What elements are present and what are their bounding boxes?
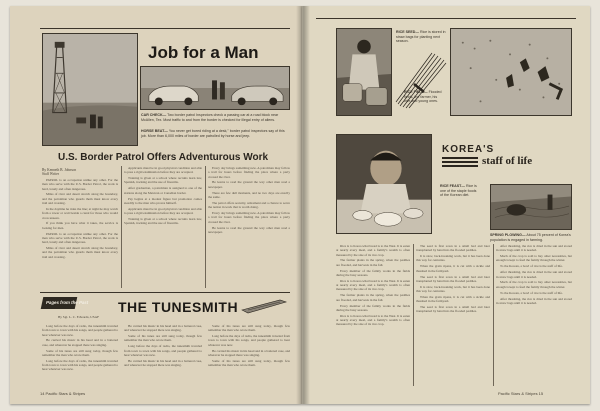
paragraph: He carried his music in his head and in a battered case, and wherever he stopped there was singing. xyxy=(42,338,118,347)
rice-seed-bold: RICE SEED— xyxy=(396,30,419,34)
tunesmith-title: THE TUNESMITH xyxy=(118,299,239,315)
paragraph: He carried his music in his head and in a battered case, and wherever he stopped there was singing. xyxy=(124,324,202,333)
paragraph: After threshing, the rice is dried in the sun and stored in straw bags until it is needed. xyxy=(496,270,572,279)
rice-feast-text: Rice is one of the staple foods of the Korean diet. xyxy=(440,184,477,198)
byline-role: Staff Writer xyxy=(42,172,59,177)
paragraph: Long before the days of radio, the tunesmith traveled from town to town with his songs, and people gathered to hear whatever was new. xyxy=(124,344,202,357)
watchtower-photo xyxy=(42,33,138,146)
paragraph: Pay begins at a modest figure but promotion comes steadily to the man who proves himself. xyxy=(124,196,202,205)
paragraph: If you think you have what it takes, the service is looking for men. xyxy=(42,221,118,230)
paragraph: When the grain ripens, it is cut with a sickle and threshed in the farmyard. xyxy=(416,264,490,273)
paragraph: The seed is first sown in a small bed and later transplanted by hand into the flooded paddies. xyxy=(416,244,490,253)
boy-eating-photo xyxy=(336,134,432,234)
paragraph: Some of his tunes are still sung today, though few remember the man who wrote them. xyxy=(42,348,118,357)
paragraph: It is slow, back-breaking work, but it has been done this way for centuries. xyxy=(416,284,490,294)
magazine-spread xyxy=(10,6,590,404)
spine-shadow xyxy=(296,6,310,404)
paragraph: Long before the days of radio, the tunesmith traveled from town to town with his songs, and people gathered to hear whatever was new. xyxy=(42,358,118,372)
paragraph: After threshing, the rice is dried in the sun and stored in straw bags until it is needed. xyxy=(496,296,572,305)
rice-feast-caption xyxy=(440,184,480,198)
article-column-3 xyxy=(208,166,290,288)
paragraph: Rice is to Korea what bread is to the West. It is eaten at nearly every meal, and a family's wealth is often measured by the size of its rice crop. xyxy=(336,313,410,327)
car-caption-text: Two border patrol Inspectors check a passing car at a road block near McAllen, Tex. Most traffic to and from the border is checked for illegal entry of aliens. xyxy=(141,113,279,122)
spring-plowing-photo xyxy=(490,184,572,230)
horse-caption-text: You never get bored riding at a desk," border patrol inspectors say of this job. More than 6,000 miles of border are patrolled by horse and jeep. xyxy=(141,129,285,138)
title-stripe xyxy=(442,161,478,163)
paragraph: The patrol offers security, retirement and a chance to serve the nation in work that is worth doing. xyxy=(208,200,290,210)
tunesmith-column-1 xyxy=(42,324,118,384)
top-rule xyxy=(40,28,290,29)
paragraph: Applicants must be in good physical condition and able to pass a rigid examination before they are accepted. xyxy=(124,206,202,216)
paragraph: Every member of the family works in the fields during the busy seasons. xyxy=(336,303,410,312)
paragraph: PATROL is an occupation unlike any other. For the men who serve with the U.S. Border Patrol, the work is hard, lonely and often dangerous. xyxy=(42,178,118,191)
section-title-line-1: KOREA'S xyxy=(442,144,495,155)
column-divider xyxy=(493,244,494,386)
paragraph: Miles of river and desert stretch along the boundary, and the patrolman who guards them must know every trail and crossing. xyxy=(42,192,118,206)
left-page xyxy=(10,6,302,404)
article-title: U.S. Border Patrol Offers Adventurous Work xyxy=(58,152,269,163)
title-stripe xyxy=(442,157,478,159)
tunesmith-byline: By Sgt. L. C. Edwards, USAF xyxy=(58,315,99,319)
rice-field-text: Flooded fields, the farmer, his wife and young ones. xyxy=(404,90,442,104)
paragraph: Training is given at a school where recruits learn law, Spanish, tracking and the use of firearms. xyxy=(124,216,202,226)
paragraph: PATROL is an occupation unlike any other. For the men who serve with the U.S. Border Patrol, the work is hard, lonely and often dangerous. xyxy=(42,231,118,245)
paragraph: Applicants must be in good physical condition and able to pass a rigid examination before they are accepted. xyxy=(124,166,202,175)
paragraph: It is slow, back-breaking work, but it has been done this way for centuries. xyxy=(416,254,490,263)
title-stripe xyxy=(442,165,478,167)
article-column-2 xyxy=(124,166,202,288)
paragraph: Some of his tunes are still sung today, though few remember the man who wrote them. xyxy=(208,324,290,333)
paragraph: He learns to read the ground the way other men read a newspaper. xyxy=(208,180,290,189)
paragraph: In the daytime he rides the line; at night he may watch from a tower or wait beside a canal for those who would cross unseen. xyxy=(42,206,118,220)
article-column-3 xyxy=(496,244,572,386)
byline xyxy=(42,168,118,177)
section-title-block xyxy=(442,144,572,176)
spring-caption-text: About 75 percent of Korea's population is engaged in farming. xyxy=(490,233,571,242)
paragraph: Long before the days of radio, the tunesmith traveled from town to town with his songs, and people gathered to hear whatever was new. xyxy=(208,334,290,347)
headline: Job for a Man xyxy=(148,43,259,62)
column-divider xyxy=(121,166,122,288)
page-footer: 14 Pacific Stars & Stripes xyxy=(40,391,86,396)
paragraph: Some of his tunes are still sung today, though few remember the man who wrote them. xyxy=(124,334,202,343)
paragraph: The farmer plants in the spring, when the paddies are flooded, and harvests in the fall. xyxy=(336,293,410,302)
section-title-line-2: staff of life xyxy=(482,155,533,167)
paragraph: He carried his music in his head and in a battered case, and wherever he stopped there was singing. xyxy=(208,348,290,357)
paragraph: Long before the days of radio, the tunesmith traveled from town to town with his songs, and people gathered to hear whatever was new. xyxy=(42,324,118,337)
right-page xyxy=(302,6,590,404)
paragraph: The farmer plants in the spring, when the paddies are flooded, and harvests in the fall. xyxy=(336,258,410,267)
spring-caption-bold: SPRING PLOWING— xyxy=(490,233,526,237)
rice-seed-text: Rice is stored in straw bags for planting next season. xyxy=(396,30,446,44)
rice-field-photo xyxy=(450,28,572,116)
byline-name: By Kenneth B. Johnson xyxy=(42,168,77,172)
paragraph: Every day brings something new. A patrolman may follow a trail for hours before finding the place where a party crossed the river. xyxy=(208,211,290,224)
tunesmith-column-2 xyxy=(124,324,202,384)
paragraph: He learns to read the ground the way other men read a newspaper. xyxy=(208,225,290,234)
pen-icon xyxy=(240,298,288,314)
paragraph: Much of the crop is sold to buy other necessities, but enough is kept to feed the family through the winter. xyxy=(496,254,572,263)
rice-seed-caption xyxy=(396,30,452,44)
paragraph: Every day brings something new. A patrolman may follow a trail for hours before finding the place where a party crossed the river. xyxy=(208,166,290,179)
rice-feast-bold: RICE FEAST— xyxy=(440,184,465,188)
paragraph: Some of his tunes are still sung today, though few remember the man who wrote them. xyxy=(208,358,290,368)
paragraph: Every member of the family works in the fields during the busy seasons. xyxy=(336,268,410,277)
paragraph: Rice is to Korea what bread is to the West. It is eaten at nearly every meal, and a family's wealth is often measured by the size of its rice crop. xyxy=(336,244,410,257)
paragraph: Rice is to Korea what bread is to the West. It is eaten at nearly every meal, and a family's wealth is often measured by the size of its rice crop. xyxy=(336,278,410,292)
paragraph: The seed is first sown in a small bed and later transplanted by hand into the flooded paddies. xyxy=(416,305,490,314)
paragraph: He carried his music in his head and in a battered case, and wherever he stopped there was singing. xyxy=(124,358,202,368)
article-column-2 xyxy=(416,244,490,386)
article-column-1 xyxy=(42,178,118,288)
car-check-photo xyxy=(140,66,290,110)
paragraph: The seed is first sown in a small bed and later transplanted by hand into the flooded paddies. xyxy=(416,274,490,283)
paragraph: Training is given at a school where recruits learn law, Spanish, tracking and the use of firearms. xyxy=(124,176,202,185)
rice-seed-photo xyxy=(336,28,392,116)
page-footer: Pacific Stars & Stripes 15 xyxy=(498,391,544,396)
paragraph: To the Korean, a bowl of rice is the staff of life. xyxy=(500,264,563,269)
section-rule xyxy=(40,292,290,293)
rice-field-caption xyxy=(404,90,444,104)
horse-beat-caption xyxy=(141,129,291,138)
paragraph: After threshing, the rice is dried in the sun and stored in straw bags until it is needed. xyxy=(496,244,572,253)
paragraph: Much of the crop is sold to buy other necessities, but enough is kept to feed the family through the winter. xyxy=(496,280,572,289)
paragraph: Miles of river and desert stretch along the boundary, and the patrolman who guards them must know every trail and crossing. xyxy=(42,246,118,259)
spring-plowing-caption xyxy=(490,233,572,242)
article-column-1 xyxy=(336,244,410,386)
paragraph: After graduation, a patrolman is assigned to one of the stations along the Mexican or Canadian border. xyxy=(124,186,202,195)
car-check-caption xyxy=(141,113,291,122)
column-divider xyxy=(205,166,206,288)
column-divider xyxy=(413,244,414,386)
paragraph: When the grain ripens, it is cut with a sickle and threshed in the farmyard. xyxy=(416,294,490,304)
paragraph: There are few dull moments, and no two days are exactly the same. xyxy=(208,190,290,199)
horse-caption-bold: HORSE BEAT— xyxy=(141,129,168,133)
rice-field-bold: RICE FIELD— xyxy=(404,90,428,94)
car-caption-bold: CAR CHECK— xyxy=(141,113,167,117)
paragraph: To the Korean, a bowl of rice is the staff of life. xyxy=(500,290,563,295)
tunesmith-column-3 xyxy=(208,324,290,384)
pages-from-past-label: Pages from the Past xyxy=(46,300,89,305)
top-rule xyxy=(316,18,576,19)
